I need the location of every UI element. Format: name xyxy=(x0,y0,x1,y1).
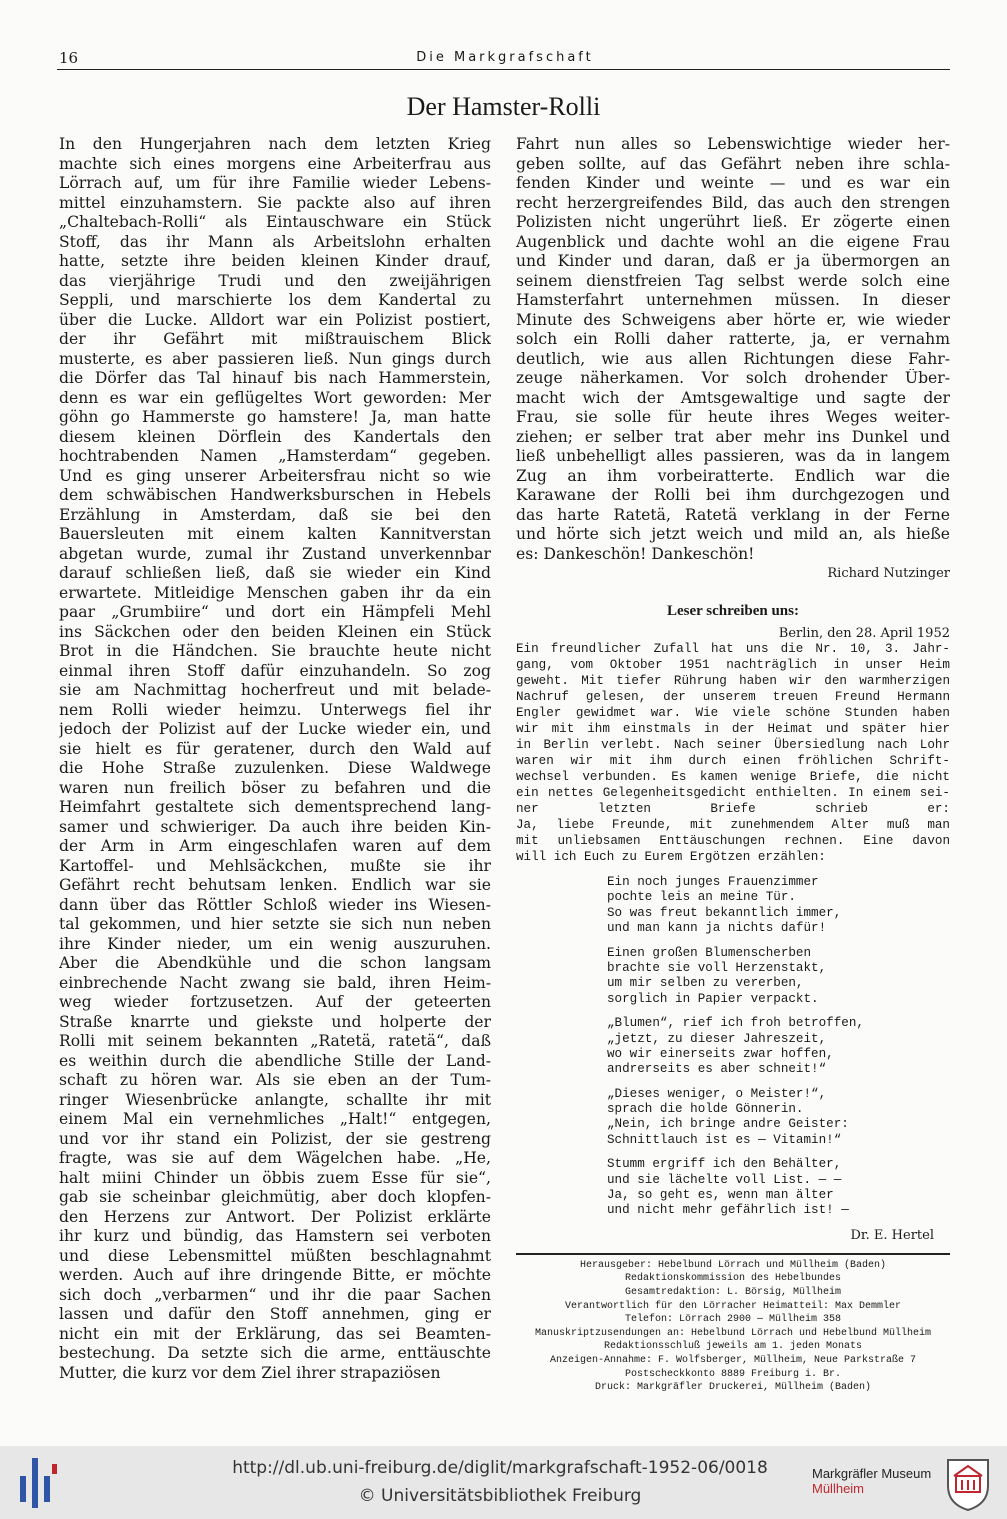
article-text-line: es weithin durch die abendliche Stille der Land- xyxy=(59,1051,491,1070)
article-text-line: jedoch der Polizist auf der Lucke wieder ein, und xyxy=(59,720,491,738)
letter-text-line: Nachruf gelesen, der unserem treuen Freund Hermann xyxy=(516,690,950,704)
poem-line: Ein noch junges Frauenzimmer xyxy=(607,875,819,889)
article-text-line: und vor ihr stand ein Polizist, der sie gestreng xyxy=(59,1129,491,1148)
article-left-column xyxy=(59,135,491,1385)
article-text-line: lassen und dafür den Stoff annehmen, ging er xyxy=(59,1305,491,1323)
letter-text-line: geweht. Mit tiefer Rührung haben wir den warmherzigen xyxy=(516,674,950,688)
article-text-line: Rolli mit seinem bekannten „Ratetä, ratetä“, daß xyxy=(59,1032,491,1050)
imprint-line: Redaktionsschluß jeweils am 1. jeden Monats xyxy=(603,1341,863,1353)
letter-text-line: Engler gewidmet war. Wie viele schöne Stunden haben xyxy=(516,706,950,720)
article-text-line: macht wich der Amtsgewaltige und sagte der xyxy=(516,388,950,407)
poem-line: So was freut bekanntlich immer, xyxy=(607,905,842,920)
poem-line: wo wir einerseits zwar hoffen, xyxy=(607,1046,834,1061)
article-text-line: „Chaltebach-Rolli“ als Eintauschware ein Stück xyxy=(59,213,491,231)
article-author: Richard Nutzinger xyxy=(827,566,950,581)
letter-text-line: wechsel verbunden. Es kamen wenige Briefe, die nicht xyxy=(516,770,950,784)
letter-text-line: mit unliebsamen Enttäuschungen rechnen. Eine davon xyxy=(516,834,950,848)
article-text-line: die Hohe Straße zuzulenken. Diese Waldwege xyxy=(59,759,491,777)
article-text-line: zeuge näherkamen. Vor solch drohender Über- xyxy=(516,369,950,387)
article-text-line: ziehen; er selber trat aber mehr ins Dunkel und xyxy=(516,427,950,446)
poem-line: Stumm ergriff ich den Behälter, xyxy=(607,1157,842,1172)
article-text-line: recht herzergreifendes Bild, das auch den strengen xyxy=(516,193,950,212)
letter-dateline: Berlin, den 28. April 1952 xyxy=(778,626,950,641)
article-text-line: fragte, was sie auf dem Wägelchen habe. „He, xyxy=(59,1149,491,1167)
article-text-line: fenden Kinder und weinte — und es war ein xyxy=(516,174,950,192)
poem-line: „jetzt, zu dieser Jahreszeit, xyxy=(607,1031,827,1046)
poem-line: sorglich in Papier verpackt. xyxy=(607,991,819,1006)
article-text-line: ihre Kinder nieder, um ein wenig auszuruhen. xyxy=(59,934,491,953)
article-text-line: Polizisten nicht ungerührt ließ. Er zögerte einen xyxy=(516,213,950,231)
article-text-line: ringer Wiesenbrücke anlangte, schallte ihr mit xyxy=(59,1090,491,1109)
article-text-line: machte sich eines morgens eine Arbeiterfrau aus xyxy=(59,154,491,173)
poem-line: „Dieses weniger, o Meister!“, xyxy=(607,1086,827,1101)
museum-crest-icon[interactable] xyxy=(944,1456,992,1512)
article-text-line: Fahrt nun alles so Lebenswichtige wieder her- xyxy=(516,135,950,153)
imprint-line: Gesamtredaktion: L. Börsig, Müllheim xyxy=(624,1287,842,1298)
article-text-line: darauf schließen ließ, daß sie wieder ein Kind xyxy=(59,564,491,582)
article-text-line: das vierjährige Trudi und den zweijährigen xyxy=(59,271,491,290)
article-text-line: Hamsterfahrt unternehmen müssen. In dieser xyxy=(516,291,950,309)
letter-text-line: ein nettes Gelegenheitsgedicht enthielten. In einem sei- xyxy=(516,786,950,800)
article-text-line: Minute des Schweigens aber hörte er, wie wieder xyxy=(516,310,950,329)
letter-text-line: will ich Euch zu Eurem Ergötzen erzählen: xyxy=(516,850,826,864)
poem-stanza xyxy=(607,1087,950,1149)
article-text-line: Straße knarrte und giekste und holperte der xyxy=(59,1012,491,1031)
article-text-line: Frau, sie solle für heute ihres Weges weiter- xyxy=(516,408,950,426)
poem-line: und sie lächelte voll List. — — xyxy=(607,1172,842,1187)
footer-bar xyxy=(0,1446,1007,1519)
article-text-line: Erzählung in Amsterdam, daß sie bei den xyxy=(59,505,491,524)
article-text-line: Mutter, die kurz vor dem Ziel ihrer strapaziösen xyxy=(59,1363,441,1382)
article-text-line: über die Lucke. Alldort war ein Polizist postiert, xyxy=(59,310,491,329)
poem-line: brachte sie voll Herzenstakt, xyxy=(607,960,827,975)
museum-line-2: Müllheim xyxy=(812,1481,865,1496)
article-text-line: denn es war ein geflügeltes Wort geworden: Mer xyxy=(59,388,491,407)
letter-signature: Dr. E. Hertel xyxy=(850,1227,934,1243)
poem-line: „Blumen“, rief ich froh betroffen, xyxy=(607,1016,864,1031)
article-text-line: Karawane der Rolli bei ihm durchgezogen und xyxy=(516,486,950,504)
article-text-line: Kartoffel- und Mehlsäckchen, mußte sie ihr xyxy=(59,856,491,875)
imprint-line: Druck: Markgräfler Druckerei, Müllheim (Baden) xyxy=(594,1382,872,1394)
right-column xyxy=(516,135,950,1394)
poem-stanza xyxy=(607,1157,950,1219)
article-text-line: sie hielt es für geratener, durch den Wald auf xyxy=(59,739,491,758)
page-number: 16 xyxy=(59,49,79,67)
imprint-line: Telefon: Lörrach 2900 — Müllheim 358 xyxy=(624,1314,842,1326)
article-text-line: ließ unbehelligt alles passieren, was da in langem xyxy=(516,447,950,465)
letter-text-line: wir mit ihm einstmals in der Heimat und später hier xyxy=(516,722,950,736)
article-text-line: Aber die Abendkühle und die schon langsam xyxy=(59,954,491,972)
running-title: Die Markgrafschaft xyxy=(416,50,594,65)
poem-stanza xyxy=(607,875,950,937)
letter-text-line: gang, vom Oktober 1951 nachträglich in unser Heim xyxy=(516,658,950,672)
poem-line: pochte leis an meine Tür. xyxy=(607,890,796,905)
letter-text-line: ner letzten Briefe schrieb er: xyxy=(516,802,950,816)
imprint-line: Postscheckkonto 8889 Freiburg i. Br. xyxy=(624,1368,842,1380)
article-text-line: diesem kleinen Dörflein des Kandertals den xyxy=(59,427,491,446)
article-text-line: halt miini Chinder un öbbis zuem Esse für sie“, xyxy=(59,1168,491,1187)
article-text-line: Lörrach auf, um für ihre Familie wieder Lebens- xyxy=(59,174,491,192)
imprint-line: Anzeigen-Annahme: F. Wolfsberger, Müllheim, Neue Parkstraße 7 xyxy=(549,1354,917,1366)
article-text-line: dann über das Röttler Schloß wieder ins Wiesen- xyxy=(59,895,491,914)
poem-line: und man kann ja nichts dafür! xyxy=(607,921,827,936)
article-text-line: göhn go Hammerste go hamstere! Ja, man hatte xyxy=(59,408,491,426)
article-text-line: hatte, setzte ihre beiden kleinen Kinder drauf, xyxy=(59,252,491,270)
museum-line-1: Markgräfler Museum xyxy=(812,1466,932,1481)
source-url-link[interactable]: http://dl.ub.uni-freiburg.de/diglit/markgrafschaft-1952-06/0018 xyxy=(232,1458,768,1478)
article-text-line: tal gekommen, und hier setzte sie sich nun neben xyxy=(59,915,491,933)
article-text-line: abgetan wurde, zumal ihr Zustand unverkennbar xyxy=(59,544,491,563)
letter-body xyxy=(516,641,950,865)
article-text-line: die Dörfer das Tal hinauf bis nach Hammerstein, xyxy=(59,369,491,387)
article-text-line: Brot in die Händchen. Sie brauchte heute nicht xyxy=(59,642,491,660)
article-text-line: nem Rolli wieder heimzu. Unterwegs fiel ihr xyxy=(59,700,491,719)
article-text-line: deutlich, wie aus allen Richtungen diese Fahr- xyxy=(516,349,950,368)
article-text-line: gab sie scheinbar gleichmütig, aber doch klopfen- xyxy=(59,1188,491,1206)
letter-text-line: Ja, liebe Freunde, mit zunehmendem Alter muß man xyxy=(516,818,950,832)
poem-line: sprach die holde Gönnerin. xyxy=(607,1102,804,1117)
article-text-line: Gefährt recht behutsam lenken. Endlich war sie xyxy=(59,876,491,894)
article-text-line: einmal ihren Stoff dafür einzuhandeln. So zog xyxy=(59,661,491,680)
poem-line: um mir selben zu vererben, xyxy=(607,976,804,991)
poem-line: „Nein, ich bringe andre Geister: xyxy=(607,1117,849,1132)
article-text-line: sie am Nachmittag hocherfreut und mit belade- xyxy=(59,681,491,699)
poem-line: andrerseits es aber schneit!“ xyxy=(607,1062,827,1077)
article-text-line: mittel einzuhamstern. Sie packte also auf ihren xyxy=(59,193,491,212)
article-text-line: und Kinder und daran, daß er ja übermorgen an xyxy=(516,252,950,270)
poem-stanza xyxy=(607,1016,950,1078)
copyright-text: © Universitätsbibliothek Freiburg xyxy=(358,1486,642,1506)
article-text-line: das harte Ratetä, Ratetä verklang in der Ferne xyxy=(516,505,950,524)
header-rule xyxy=(57,69,950,70)
article-text-line: und diese Lebensmittel müßten beschlagnahmt xyxy=(59,1246,491,1265)
article-text-line: In den Hungerjahren nach dem letzten Krieg xyxy=(59,135,491,153)
letters-heading: Leser schreiben uns: xyxy=(667,603,799,619)
letter-text-line: Ein freundlicher Zufall hat uns die Nr. 10, 3. Jahr- xyxy=(516,642,950,656)
article-text-line: Stoff, das ihr Mann als Arbeitslohn erhalten xyxy=(59,232,491,251)
ub-freiburg-logo-icon[interactable] xyxy=(16,1458,56,1508)
museum-name xyxy=(812,1466,931,1496)
letter-text-line: waren wir mit ihm durch einen fröhlichen Schrift- xyxy=(516,754,950,768)
article-text-line: erwartete. Mitleidige Menschen gaben ihr da ein xyxy=(59,583,491,602)
article-text-line: Und es ging unserer Arbeitersfrau nicht so wie xyxy=(59,466,491,485)
article-text-line: bestechung. Da setzte sich die arme, enttäuschte xyxy=(59,1344,491,1362)
article-text-line: Bauersleuten mit einem kalten Kannitverstan xyxy=(59,525,491,543)
article-text-line: es: Dankeschön! Dankeschön! xyxy=(516,544,755,563)
poem-line: und nicht mehr gefährlich ist! — xyxy=(607,1203,849,1218)
poem-line: Ja, so geht es, wenn man älter xyxy=(607,1188,834,1203)
article-text-line: ihr kurz und bündig, das Hamstern sei verboten xyxy=(59,1227,491,1245)
article-text-line: musterte, es aber passieren ließ. Nun gings durch xyxy=(59,349,491,368)
article-text-line: nicht ein mit der Erklärung, das sei Beamten- xyxy=(59,1324,491,1343)
article-title: Der Hamster-Rolli xyxy=(406,92,601,121)
article-text-line: einem Mal ein vernehmliches „Halt!“ entgegen, xyxy=(59,1110,491,1128)
imprint-line: Redaktionskommission des Hebelbundes xyxy=(624,1273,842,1285)
article-text-line: Zug an ihm vorbeiratterte. Endlich war die xyxy=(516,466,950,485)
imprint-line: Verantwortlich für den Lörracher Heimatteil: Max Demmler xyxy=(564,1300,902,1312)
article-text-line: solch ein Rolli daher ratterte, ja, er vernahm xyxy=(516,330,950,348)
article-text-line: werden. Auch auf ihre dringende Bitte, er möchte xyxy=(59,1266,491,1284)
article-text-line: weg wieder fortzusetzen. Auf der geteerten xyxy=(59,993,491,1011)
article-text-line: einbrechende Nacht zwang sie bald, ihren Heim- xyxy=(59,973,491,992)
article-text-line: ins Säckchen oder den beiden Kleinen ein Stück xyxy=(59,622,491,641)
imprint-line: Herausgeber: Hebelbund Lörrach und Müllheim (Baden) xyxy=(579,1259,887,1271)
article-text-line: der Arm in Arm eingeschlafen waren auf dem xyxy=(59,837,491,855)
poem xyxy=(607,875,950,1219)
article-text-line: und hörte sich jetzt weich und mild an, als hieße xyxy=(516,525,950,543)
article-text-line: seinem dienstfreien Tag selbst werde solch eine xyxy=(516,271,950,290)
imprint-line: Manuskriptzusendungen an: Hebelbund Lörrach und Hebelbund Müllheim xyxy=(534,1327,932,1339)
article-text-line: dem schwäbischen Handwerksburschen in Hebels xyxy=(59,486,491,504)
article-text-line: der ihr Gefährt mit mißtrauischem Blick xyxy=(59,330,491,348)
article-text-line: waren nun freilich böser zu befahren und die xyxy=(59,778,491,797)
article-text-line: Augenblick und dachte wohl an die eigene Frau xyxy=(516,232,950,251)
article-text-line: geben sollte, auf das Gefährt neben ihre schla- xyxy=(516,154,950,173)
imprint-rule xyxy=(516,1253,950,1255)
article-right-column xyxy=(516,135,950,564)
article-text-line: samer und schwieriger. Da auch ihre beiden Kin- xyxy=(59,817,491,836)
article-text-line: Heimfahrt gestaltete sich dementsprechend lang- xyxy=(59,798,491,816)
article-text-line: hochtrabenden Namen „Hamsterdam“ gegeben. xyxy=(59,447,491,465)
imprint xyxy=(516,1259,950,1395)
article-text-line: Seppli, und marschierte los dem Kandertal zu xyxy=(59,291,491,309)
poem-line: Einen großen Blumenscherben xyxy=(607,945,812,960)
article-text-line: den Herzens zur Antwort. Der Polizist erklärte xyxy=(59,1207,491,1226)
poem-stanza xyxy=(607,946,950,1008)
poem-line: Schnittlauch ist es — Vitamin!“ xyxy=(607,1132,842,1147)
article-text-line: schaft zu hören war. Als sie eben an der Tum- xyxy=(59,1071,491,1089)
article-text-line: paar „Grumbiire“ und dort ein Hämpfeli Mehl xyxy=(59,603,491,621)
letter-text-line: in Berlin verlebt. Nach seiner Übersiedlung nach Lohr xyxy=(516,738,950,752)
article-text-line: sich doch „verbarmen“ und ihr die paar Sachen xyxy=(59,1285,491,1304)
